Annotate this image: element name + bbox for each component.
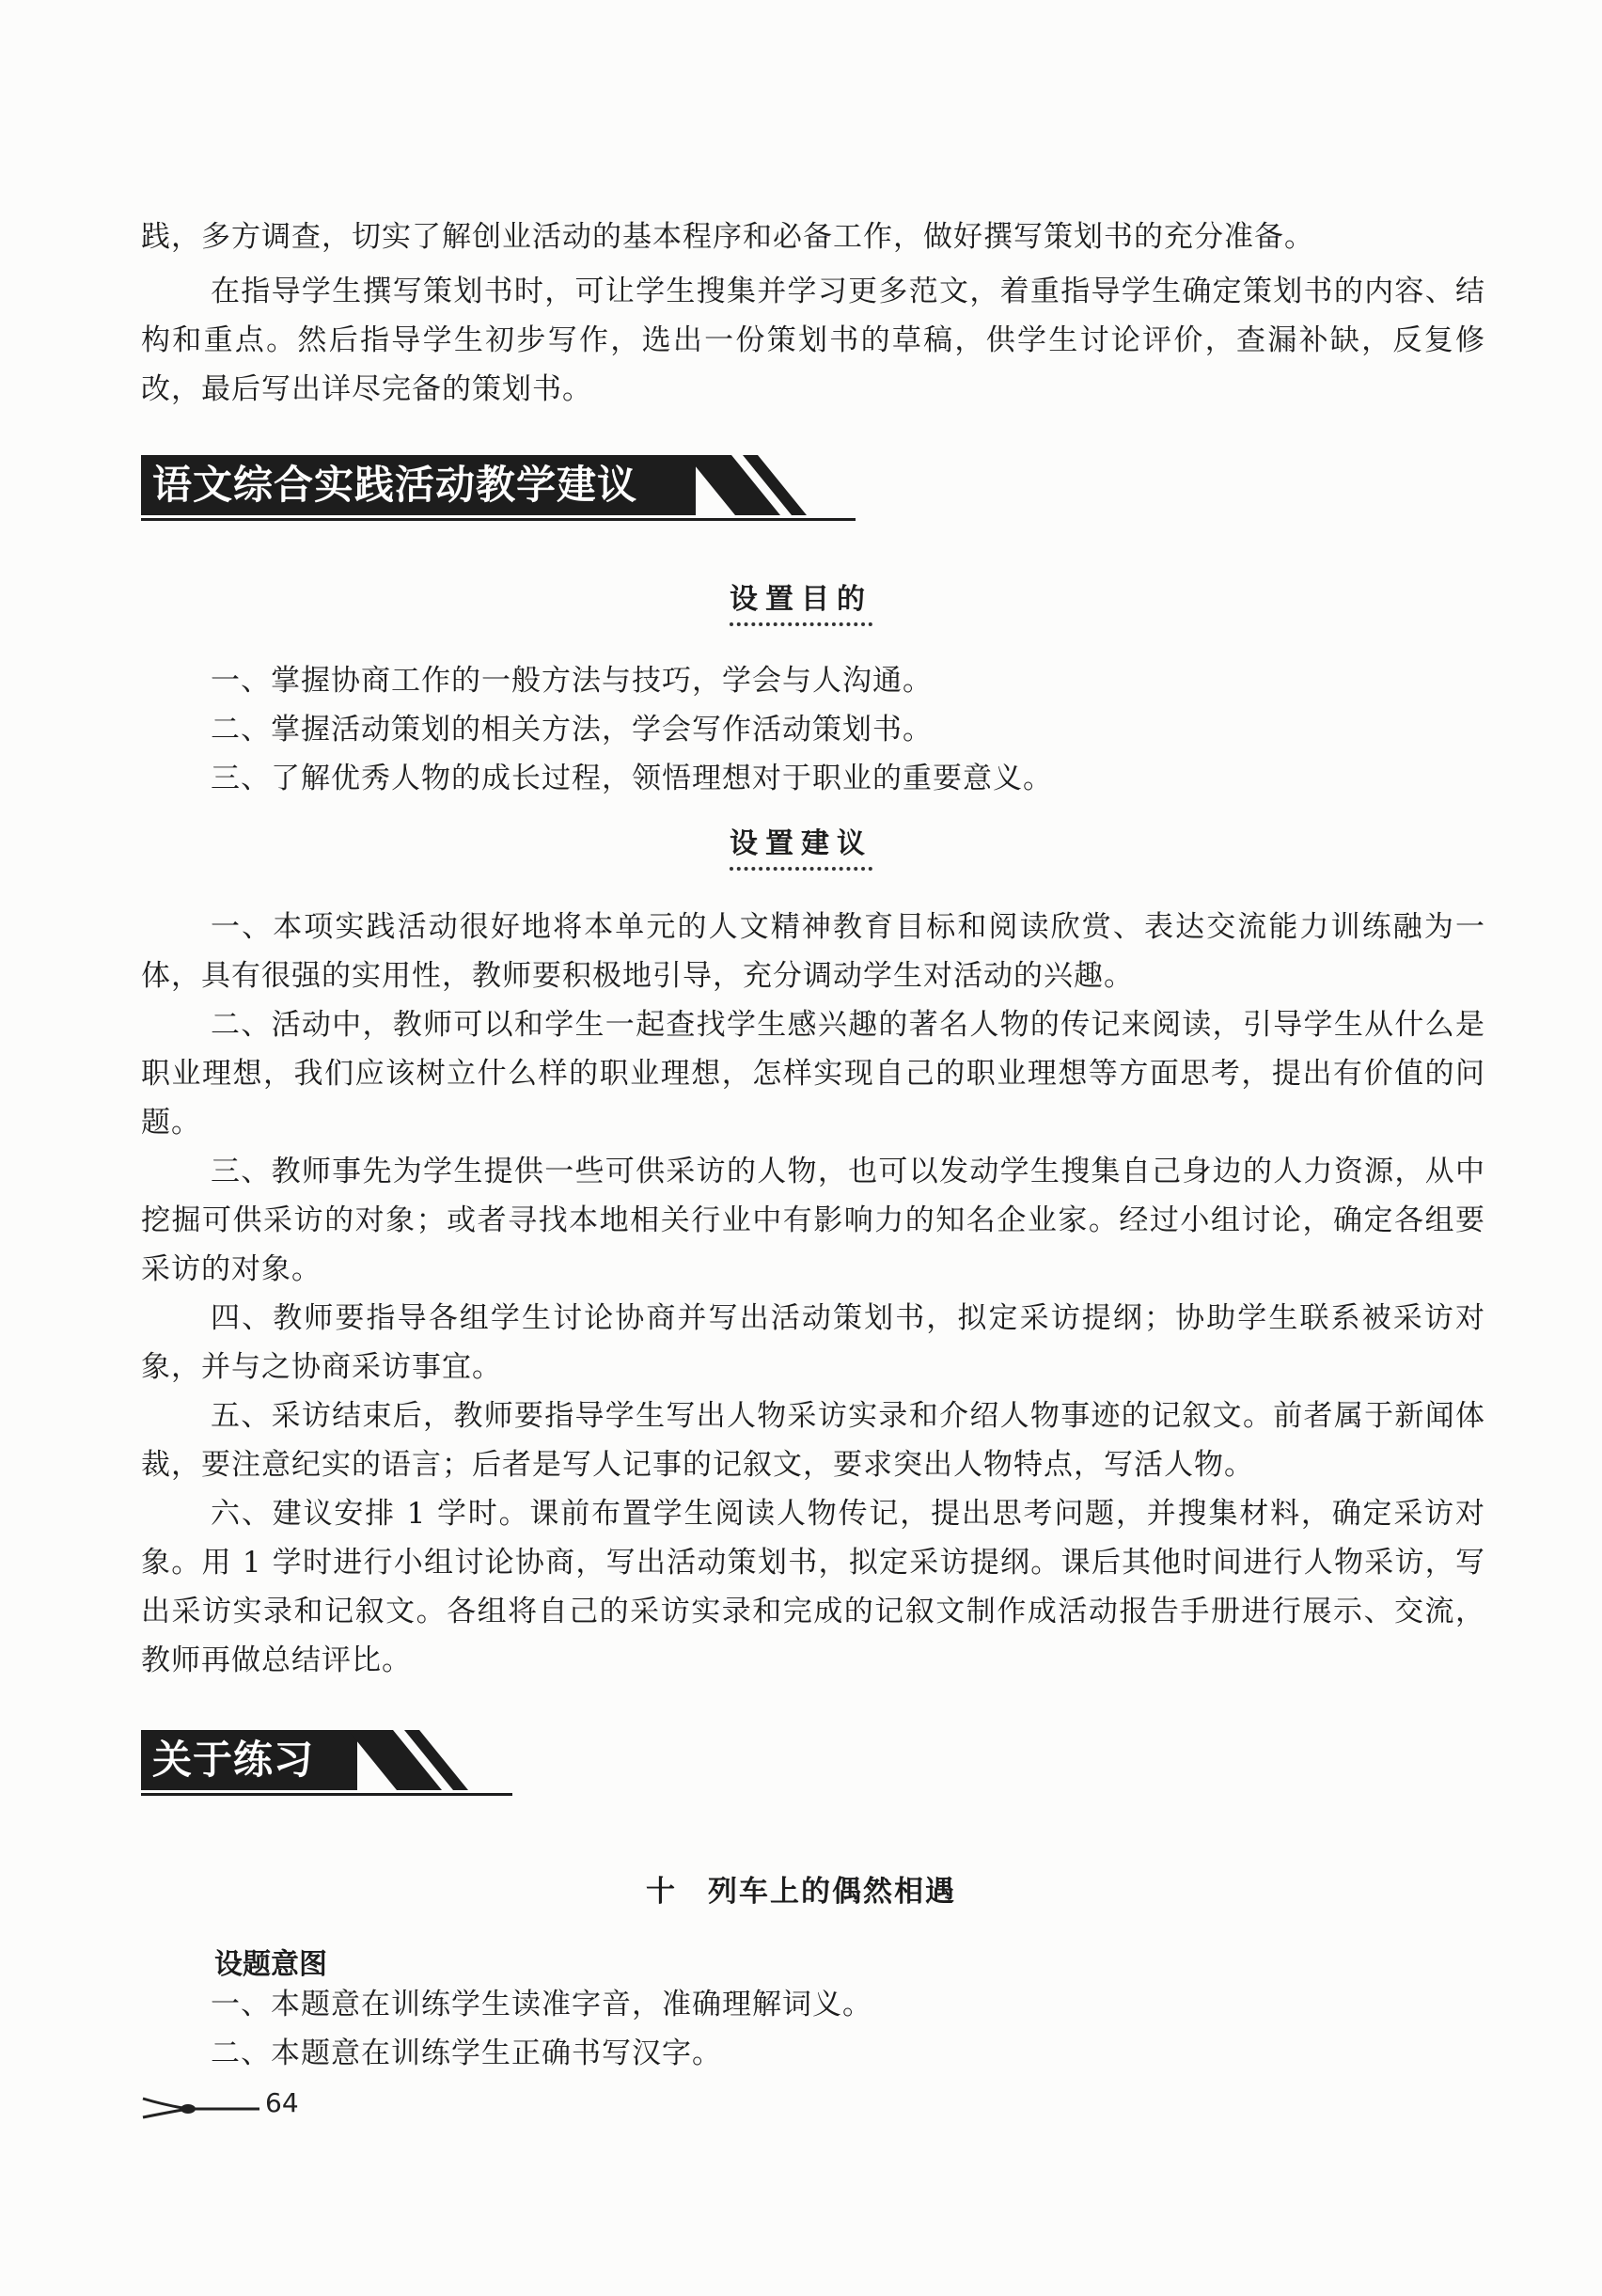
page-number: 64 bbox=[265, 2087, 299, 2118]
section-banner-exercises bbox=[141, 1730, 517, 1796]
suggest-heading: 设置建议 bbox=[0, 820, 1602, 871]
intent-heading: 设题意图 bbox=[214, 1948, 327, 1981]
suggestion-4: 四、教师要指导各组学生讨论协商并写出活动策划书，拟定采访提纲；协助学生联系被采访对象，并与之协商采访事宜。 bbox=[141, 1301, 1485, 1384]
goal-heading: 设置目的 bbox=[0, 575, 1602, 626]
goal-item-3: 三、了解优秀人物的成长过程，领悟理想对于职业的重要意义。 bbox=[211, 762, 1053, 795]
quill-icon bbox=[141, 2085, 263, 2123]
banner-slash-icon bbox=[348, 1730, 573, 1796]
intro-paragraph-2: 在指导学生撰写策划书时，可让学生搜集并学习更多范文，着重指导学生确定策划书的内容、结构和重点。然后指导学生初步写作，选出一份策划书的草稿，供学生讨论评价，查漏补缺，反复修改，最后写出详尽完备的策划书。 bbox=[141, 275, 1485, 406]
exercise-item-2: 二、本题意在训练学生正确书写汉字。 bbox=[211, 2037, 722, 2070]
goal-item-2: 二、掌握活动策划的相关方法，学会写作活动策划书。 bbox=[211, 713, 933, 747]
suggestion-2: 二、活动中，教师可以和学生一起查找学生感兴趣的著名人物的传记来阅读，引导学生从什么是职业理想，我们应该树立什么样的职业理想，怎样实现自己的职业理想等方面思考，提出有价值的问题。 bbox=[141, 1008, 1485, 1140]
exercise-item-1: 一、本题意在训练学生读准字音，准确理解词义。 bbox=[211, 1988, 872, 2021]
suggestion-6: 六、建议安排 1 学时。课前布置学生阅读人物传记，提出思考问题，并搜集材料，确定采访对象。用 1 学时进行小组讨论协商，写出活动策划书，拟定采访提纲。课后其他时间进行人物采访，写出采访实录和记叙文。各组将自己的采访实录和完成的记叙文制作成活动报告手册进行展示、交流，教师再做总结评比。 bbox=[141, 1497, 1485, 1677]
lesson-title: 十 列车上的偶然相遇 bbox=[646, 1875, 956, 1909]
section-banner-practice bbox=[141, 455, 865, 521]
suggestion-3: 三、教师事先为学生提供一些可供采访的人物，也可以发动学生搜集自己身边的人力资源，从中挖掘可供采访的对象；或者寻找本地相关行业中有影响力的知名企业家。经过小组讨论，确定各组要采访的对象。 bbox=[141, 1155, 1485, 1286]
goal-item-1: 一、掌握协商工作的一般方法与技巧，学会与人沟通。 bbox=[211, 664, 933, 698]
section-banner-title: 关于练习 bbox=[152, 1737, 315, 1783]
section-banner-title: 语文综合实践活动教学建议 bbox=[152, 462, 638, 508]
suggestion-1: 一、本项实践活动很好地将本单元的人文精神教育目标和阅读欣赏、表达交流能力训练融为一体，具有很强的实用性，教师要积极地引导，充分调动学生对活动的兴趣。 bbox=[141, 910, 1485, 993]
suggestion-5: 五、采访结束后，教师要指导学生写出人物采访实录和介绍人物事迹的记叙文。前者属于新闻体裁，要注意纪实的语言；后者是写人记事的记叙文，要求突出人物特点，写活人物。 bbox=[141, 1399, 1485, 1482]
banner-slash-icon bbox=[686, 455, 912, 521]
intro-paragraph-1: 践，多方调查，切实了解创业活动的基本程序和必备工作，做好撰写策划书的充分准备。 bbox=[141, 220, 1314, 254]
